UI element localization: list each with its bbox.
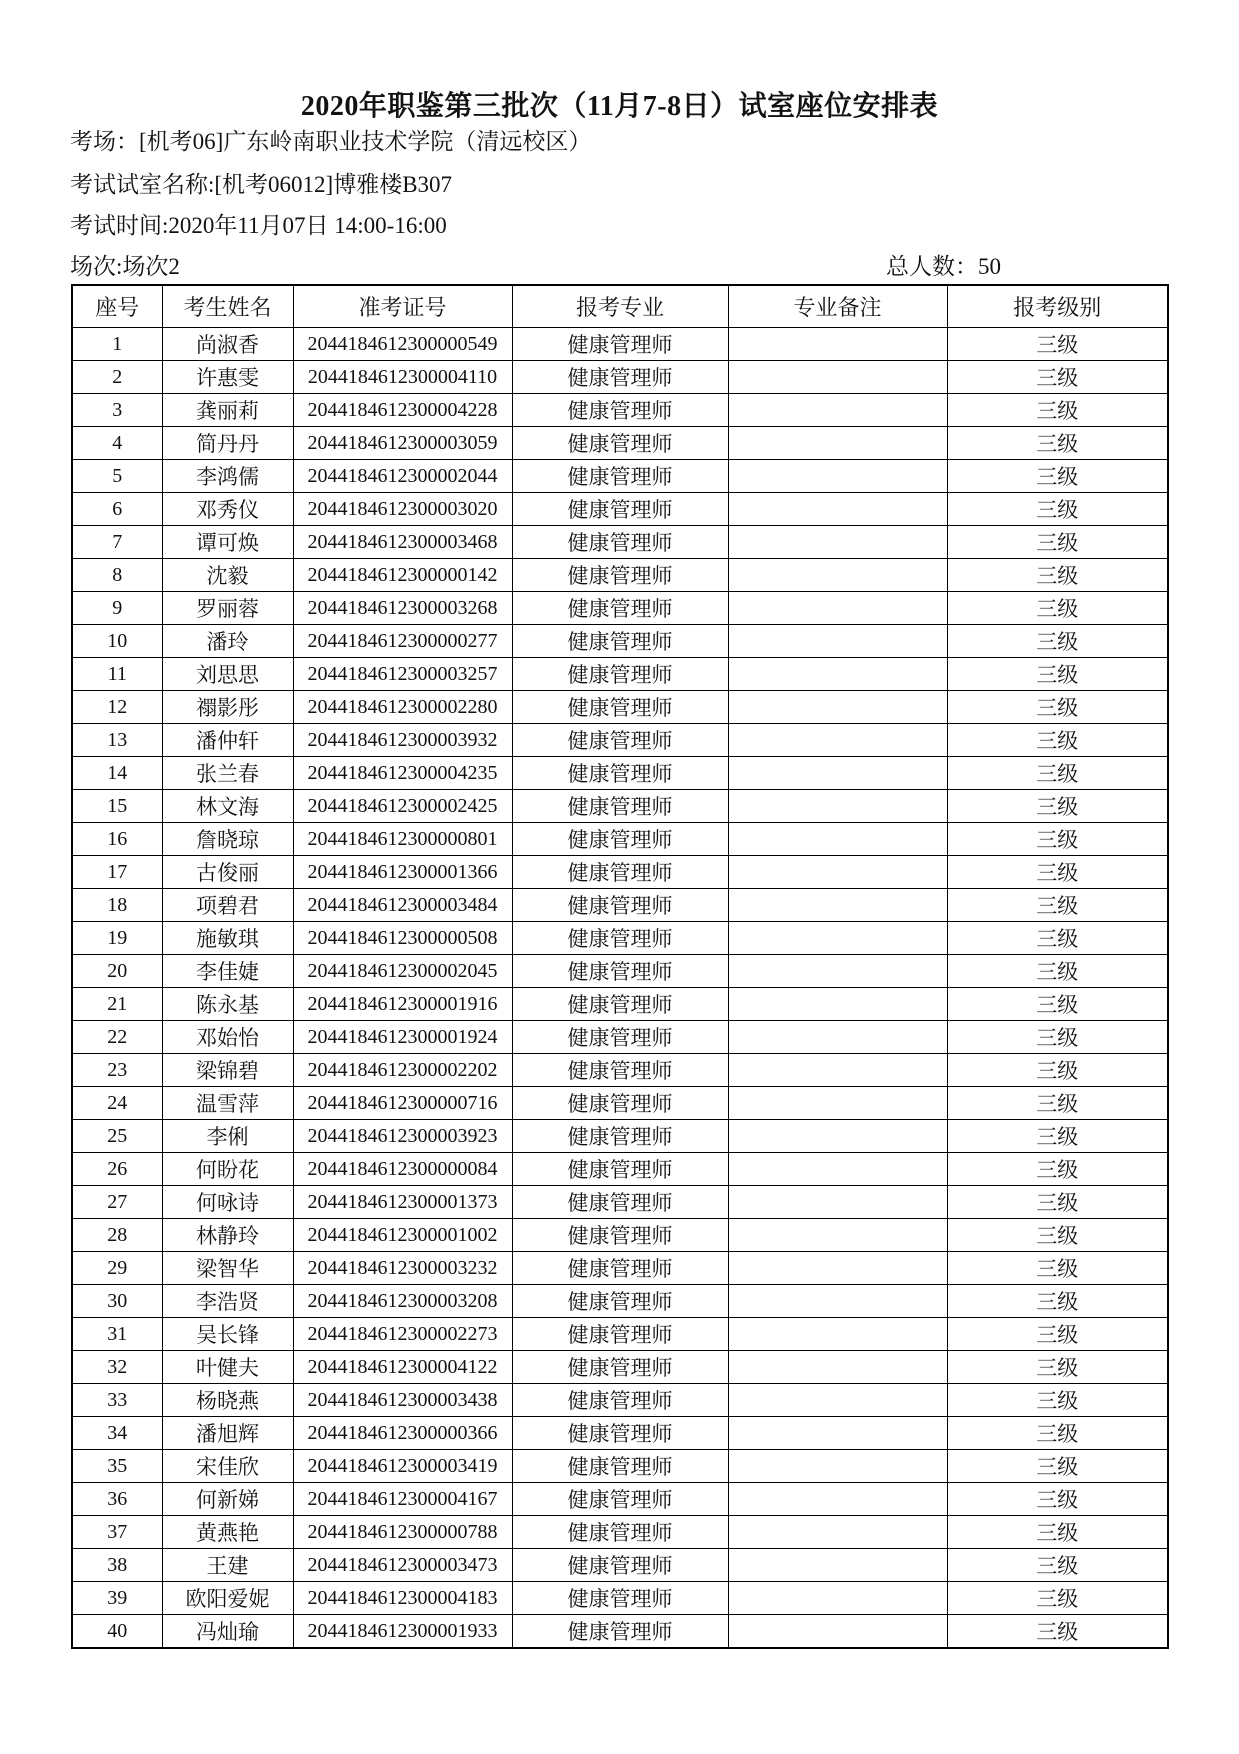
cell-registered-major: 健康管理师 xyxy=(512,988,728,1021)
cell-candidate-name: 李俐 xyxy=(162,1120,293,1153)
table-row xyxy=(72,1549,1168,1582)
cell-registered-level: 三级 xyxy=(947,1186,1168,1219)
cell-admission-ticket-no: 2044184612300000277 xyxy=(293,625,512,658)
cell-seat-no: 29 xyxy=(72,1252,162,1285)
cell-admission-ticket-no: 2044184612300001933 xyxy=(293,1615,512,1649)
cell-registered-major: 健康管理师 xyxy=(512,856,728,889)
table-row xyxy=(72,1054,1168,1087)
cell-registered-level: 三级 xyxy=(947,460,1168,493)
cell-candidate-name: 施敏琪 xyxy=(162,922,293,955)
cell-registered-level: 三级 xyxy=(947,1252,1168,1285)
cell-candidate-name: 谭可焕 xyxy=(162,526,293,559)
table-row xyxy=(72,889,1168,922)
cell-registered-major: 健康管理师 xyxy=(512,955,728,988)
cell-registered-level: 三级 xyxy=(947,1582,1168,1615)
cell-major-note xyxy=(728,493,947,526)
cell-registered-major: 健康管理师 xyxy=(512,1384,728,1417)
cell-candidate-name: 宋佳欣 xyxy=(162,1450,293,1483)
cell-major-note xyxy=(728,625,947,658)
cell-major-note xyxy=(728,1186,947,1219)
cell-seat-no: 6 xyxy=(72,493,162,526)
table-row xyxy=(72,955,1168,988)
cell-registered-major: 健康管理师 xyxy=(512,427,728,460)
cell-registered-level: 三级 xyxy=(947,1153,1168,1186)
table-row xyxy=(72,724,1168,757)
cell-major-note xyxy=(728,1285,947,1318)
cell-seat-no: 2 xyxy=(72,361,162,394)
cell-admission-ticket-no: 2044184612300002045 xyxy=(293,955,512,988)
cell-candidate-name: 项碧君 xyxy=(162,889,293,922)
cell-major-note xyxy=(728,1450,947,1483)
cell-admission-ticket-no: 2044184612300001916 xyxy=(293,988,512,1021)
table-row xyxy=(72,361,1168,394)
cell-registered-level: 三级 xyxy=(947,1615,1168,1649)
cell-seat-no: 34 xyxy=(72,1417,162,1450)
table-row xyxy=(72,1417,1168,1450)
cell-registered-major: 健康管理师 xyxy=(512,1219,728,1252)
cell-registered-level: 三级 xyxy=(947,823,1168,856)
cell-admission-ticket-no: 2044184612300003020 xyxy=(293,493,512,526)
cell-registered-level: 三级 xyxy=(947,1417,1168,1450)
cell-candidate-name: 古俊丽 xyxy=(162,856,293,889)
cell-major-note xyxy=(728,1252,947,1285)
cell-seat-no: 33 xyxy=(72,1384,162,1417)
cell-seat-no: 9 xyxy=(72,592,162,625)
cell-admission-ticket-no: 2044184612300003484 xyxy=(293,889,512,922)
cell-admission-ticket-no: 2044184612300000366 xyxy=(293,1417,512,1450)
cell-seat-no: 30 xyxy=(72,1285,162,1318)
cell-seat-no: 39 xyxy=(72,1582,162,1615)
cell-major-note xyxy=(728,691,947,724)
table-row xyxy=(72,1318,1168,1351)
cell-candidate-name: 李鸿儒 xyxy=(162,460,293,493)
cell-registered-major: 健康管理师 xyxy=(512,1120,728,1153)
cell-registered-level: 三级 xyxy=(947,889,1168,922)
table-row xyxy=(72,1285,1168,1318)
cell-registered-level: 三级 xyxy=(947,1021,1168,1054)
cell-seat-no: 36 xyxy=(72,1483,162,1516)
cell-seat-no: 26 xyxy=(72,1153,162,1186)
cell-registered-major: 健康管理师 xyxy=(512,1318,728,1351)
cell-admission-ticket-no: 2044184612300004110 xyxy=(293,361,512,394)
cell-seat-no: 14 xyxy=(72,757,162,790)
cell-major-note xyxy=(728,1054,947,1087)
table-row xyxy=(72,988,1168,1021)
cell-major-note xyxy=(728,856,947,889)
cell-major-note xyxy=(728,823,947,856)
cell-major-note xyxy=(728,394,947,427)
table-row xyxy=(72,460,1168,493)
cell-seat-no: 5 xyxy=(72,460,162,493)
cell-major-note xyxy=(728,526,947,559)
cell-major-note xyxy=(728,328,947,361)
cell-candidate-name: 简丹丹 xyxy=(162,427,293,460)
cell-admission-ticket-no: 2044184612300000801 xyxy=(293,823,512,856)
cell-major-note xyxy=(728,592,947,625)
cell-seat-no: 4 xyxy=(72,427,162,460)
cell-major-note xyxy=(728,1384,947,1417)
cell-admission-ticket-no: 2044184612300003932 xyxy=(293,724,512,757)
cell-admission-ticket-no: 2044184612300002280 xyxy=(293,691,512,724)
cell-candidate-name: 黄燕艳 xyxy=(162,1516,293,1549)
cell-major-note xyxy=(728,889,947,922)
cell-candidate-name: 梁智华 xyxy=(162,1252,293,1285)
cell-registered-major: 健康管理师 xyxy=(512,394,728,427)
cell-admission-ticket-no: 2044184612300001002 xyxy=(293,1219,512,1252)
cell-seat-no: 27 xyxy=(72,1186,162,1219)
cell-registered-major: 健康管理师 xyxy=(512,460,728,493)
table-row xyxy=(72,1384,1168,1417)
cell-candidate-name: 何咏诗 xyxy=(162,1186,293,1219)
cell-registered-level: 三级 xyxy=(947,1516,1168,1549)
cell-candidate-name: 梁锦碧 xyxy=(162,1054,293,1087)
cell-candidate-name: 林静玲 xyxy=(162,1219,293,1252)
cell-admission-ticket-no: 2044184612300000508 xyxy=(293,922,512,955)
cell-candidate-name: 何盼花 xyxy=(162,1153,293,1186)
cell-registered-level: 三级 xyxy=(947,922,1168,955)
cell-registered-level: 三级 xyxy=(947,988,1168,1021)
cell-seat-no: 32 xyxy=(72,1351,162,1384)
cell-major-note xyxy=(728,658,947,691)
cell-candidate-name: 李佳婕 xyxy=(162,955,293,988)
cell-candidate-name: 陈永基 xyxy=(162,988,293,1021)
header-candidate-name: 考生姓名 xyxy=(162,285,293,328)
cell-registered-major: 健康管理师 xyxy=(512,559,728,592)
cell-candidate-name: 张兰春 xyxy=(162,757,293,790)
cell-admission-ticket-no: 2044184612300002044 xyxy=(293,460,512,493)
cell-major-note xyxy=(728,955,947,988)
cell-admission-ticket-no: 2044184612300003257 xyxy=(293,658,512,691)
cell-major-note xyxy=(728,1351,947,1384)
cell-seat-no: 13 xyxy=(72,724,162,757)
cell-registered-level: 三级 xyxy=(947,658,1168,691)
cell-registered-major: 健康管理师 xyxy=(512,493,728,526)
cell-admission-ticket-no: 2044184612300002425 xyxy=(293,790,512,823)
cell-major-note xyxy=(728,1219,947,1252)
cell-major-note xyxy=(728,1417,947,1450)
cell-registered-major: 健康管理师 xyxy=(512,823,728,856)
table-row xyxy=(72,427,1168,460)
cell-registered-level: 三级 xyxy=(947,394,1168,427)
table-body xyxy=(72,328,1168,1649)
cell-admission-ticket-no: 2044184612300001373 xyxy=(293,1186,512,1219)
cell-candidate-name: 潘玲 xyxy=(162,625,293,658)
cell-major-note xyxy=(728,427,947,460)
cell-admission-ticket-no: 2044184612300002273 xyxy=(293,1318,512,1351)
cell-admission-ticket-no: 2044184612300003232 xyxy=(293,1252,512,1285)
cell-seat-no: 25 xyxy=(72,1120,162,1153)
table-row xyxy=(72,922,1168,955)
cell-admission-ticket-no: 2044184612300000549 xyxy=(293,328,512,361)
cell-registered-major: 健康管理师 xyxy=(512,361,728,394)
cell-admission-ticket-no: 2044184612300000788 xyxy=(293,1516,512,1549)
cell-seat-no: 15 xyxy=(72,790,162,823)
cell-admission-ticket-no: 2044184612300004228 xyxy=(293,394,512,427)
cell-admission-ticket-no: 2044184612300000142 xyxy=(293,559,512,592)
table-row xyxy=(72,1516,1168,1549)
cell-registered-level: 三级 xyxy=(947,955,1168,988)
cell-major-note xyxy=(728,1120,947,1153)
cell-registered-major: 健康管理师 xyxy=(512,1450,728,1483)
cell-registered-major: 健康管理师 xyxy=(512,658,728,691)
cell-registered-major: 健康管理师 xyxy=(512,790,728,823)
table-row xyxy=(72,823,1168,856)
cell-candidate-name: 冯灿瑜 xyxy=(162,1615,293,1649)
table-row xyxy=(72,1615,1168,1649)
table-row xyxy=(72,592,1168,625)
table-row xyxy=(72,1186,1168,1219)
cell-major-note xyxy=(728,1615,947,1649)
table-row xyxy=(72,526,1168,559)
seating-table xyxy=(71,284,1169,1649)
cell-seat-no: 35 xyxy=(72,1450,162,1483)
cell-registered-major: 健康管理师 xyxy=(512,592,728,625)
cell-major-note xyxy=(728,724,947,757)
cell-candidate-name: 叶健夫 xyxy=(162,1351,293,1384)
cell-registered-level: 三级 xyxy=(947,1483,1168,1516)
cell-seat-no: 23 xyxy=(72,1054,162,1087)
cell-registered-level: 三级 xyxy=(947,724,1168,757)
cell-admission-ticket-no: 2044184612300003059 xyxy=(293,427,512,460)
cell-major-note xyxy=(728,1153,947,1186)
cell-admission-ticket-no: 2044184612300003468 xyxy=(293,526,512,559)
cell-registered-major: 健康管理师 xyxy=(512,691,728,724)
table-row xyxy=(72,559,1168,592)
cell-candidate-name: 沈毅 xyxy=(162,559,293,592)
cell-registered-major: 健康管理师 xyxy=(512,757,728,790)
table-row xyxy=(72,757,1168,790)
cell-seat-no: 40 xyxy=(72,1615,162,1649)
table-row xyxy=(72,1450,1168,1483)
cell-seat-no: 1 xyxy=(72,328,162,361)
cell-candidate-name: 李浩贤 xyxy=(162,1285,293,1318)
cell-registered-major: 健康管理师 xyxy=(512,1285,728,1318)
cell-registered-major: 健康管理师 xyxy=(512,922,728,955)
cell-admission-ticket-no: 2044184612300003268 xyxy=(293,592,512,625)
cell-major-note xyxy=(728,361,947,394)
cell-candidate-name: 刘思思 xyxy=(162,658,293,691)
table-row xyxy=(72,691,1168,724)
cell-registered-major: 健康管理师 xyxy=(512,328,728,361)
cell-candidate-name: 许惠雯 xyxy=(162,361,293,394)
cell-admission-ticket-no: 2044184612300004167 xyxy=(293,1483,512,1516)
cell-registered-level: 三级 xyxy=(947,427,1168,460)
cell-admission-ticket-no: 2044184612300002202 xyxy=(293,1054,512,1087)
cell-candidate-name: 潘仲轩 xyxy=(162,724,293,757)
cell-seat-no: 28 xyxy=(72,1219,162,1252)
cell-major-note xyxy=(728,922,947,955)
cell-major-note xyxy=(728,559,947,592)
header-seat-no: 座号 xyxy=(72,285,162,328)
cell-registered-level: 三级 xyxy=(947,1318,1168,1351)
cell-seat-no: 18 xyxy=(72,889,162,922)
cell-seat-no: 20 xyxy=(72,955,162,988)
table-header-row xyxy=(72,285,1168,328)
table-row xyxy=(72,658,1168,691)
cell-admission-ticket-no: 2044184612300004183 xyxy=(293,1582,512,1615)
cell-registered-major: 健康管理师 xyxy=(512,1516,728,1549)
total-count-label: 总人数：50 xyxy=(886,254,1001,279)
cell-seat-no: 31 xyxy=(72,1318,162,1351)
cell-major-note xyxy=(728,757,947,790)
cell-seat-no: 8 xyxy=(72,559,162,592)
cell-registered-major: 健康管理师 xyxy=(512,1054,728,1087)
cell-registered-major: 健康管理师 xyxy=(512,724,728,757)
cell-admission-ticket-no: 2044184612300001924 xyxy=(293,1021,512,1054)
cell-major-note xyxy=(728,1483,947,1516)
cell-seat-no: 16 xyxy=(72,823,162,856)
cell-admission-ticket-no: 2044184612300003208 xyxy=(293,1285,512,1318)
cell-registered-major: 健康管理师 xyxy=(512,1153,728,1186)
cell-major-note xyxy=(728,1021,947,1054)
cell-major-note xyxy=(728,460,947,493)
table-row xyxy=(72,1351,1168,1384)
table-row xyxy=(72,790,1168,823)
cell-seat-no: 3 xyxy=(72,394,162,427)
cell-seat-no: 12 xyxy=(72,691,162,724)
cell-registered-major: 健康管理师 xyxy=(512,1252,728,1285)
cell-candidate-name: 詹晓琼 xyxy=(162,823,293,856)
cell-registered-level: 三级 xyxy=(947,1351,1168,1384)
cell-registered-major: 健康管理师 xyxy=(512,1582,728,1615)
table-row xyxy=(72,625,1168,658)
cell-major-note xyxy=(728,1318,947,1351)
cell-admission-ticket-no: 2044184612300004235 xyxy=(293,757,512,790)
table-row xyxy=(72,1087,1168,1120)
cell-registered-level: 三级 xyxy=(947,790,1168,823)
cell-seat-no: 10 xyxy=(72,625,162,658)
cell-candidate-name: 林文海 xyxy=(162,790,293,823)
table-row xyxy=(72,493,1168,526)
cell-seat-no: 22 xyxy=(72,1021,162,1054)
cell-candidate-name: 罗丽蓉 xyxy=(162,592,293,625)
cell-registered-major: 健康管理师 xyxy=(512,1483,728,1516)
cell-major-note xyxy=(728,1549,947,1582)
cell-seat-no: 19 xyxy=(72,922,162,955)
cell-registered-level: 三级 xyxy=(947,592,1168,625)
table-row xyxy=(72,1153,1168,1186)
cell-admission-ticket-no: 2044184612300003438 xyxy=(293,1384,512,1417)
cell-registered-level: 三级 xyxy=(947,856,1168,889)
table-row xyxy=(72,1120,1168,1153)
cell-major-note xyxy=(728,790,947,823)
cell-candidate-name: 王建 xyxy=(162,1549,293,1582)
cell-registered-major: 健康管理师 xyxy=(512,1021,728,1054)
header-registered-major: 报考专业 xyxy=(512,285,728,328)
table-row xyxy=(72,1582,1168,1615)
cell-candidate-name: 温雪萍 xyxy=(162,1087,293,1120)
cell-registered-major: 健康管理师 xyxy=(512,1186,728,1219)
cell-candidate-name: 杨晓燕 xyxy=(162,1384,293,1417)
cell-registered-major: 健康管理师 xyxy=(512,1549,728,1582)
cell-registered-level: 三级 xyxy=(947,493,1168,526)
cell-seat-no: 37 xyxy=(72,1516,162,1549)
cell-admission-ticket-no: 2044184612300003419 xyxy=(293,1450,512,1483)
cell-registered-level: 三级 xyxy=(947,1054,1168,1087)
exam-room-line: 考试试室名称:[机考06012]博雅楼B307 xyxy=(70,172,453,197)
cell-candidate-name: 潘旭辉 xyxy=(162,1417,293,1450)
cell-seat-no: 24 xyxy=(72,1087,162,1120)
cell-registered-level: 三级 xyxy=(947,361,1168,394)
cell-registered-level: 三级 xyxy=(947,757,1168,790)
exam-site-line: 考场：[机考06]广东岭南职业技术学院（清远校区） xyxy=(70,129,592,154)
cell-registered-level: 三级 xyxy=(947,526,1168,559)
cell-registered-level: 三级 xyxy=(947,1087,1168,1120)
cell-candidate-name: 吴长锋 xyxy=(162,1318,293,1351)
table-row xyxy=(72,394,1168,427)
cell-registered-level: 三级 xyxy=(947,1120,1168,1153)
cell-registered-level: 三级 xyxy=(947,1549,1168,1582)
cell-registered-major: 健康管理师 xyxy=(512,1417,728,1450)
table-row xyxy=(72,328,1168,361)
cell-registered-level: 三级 xyxy=(947,625,1168,658)
cell-seat-no: 7 xyxy=(72,526,162,559)
cell-registered-major: 健康管理师 xyxy=(512,625,728,658)
cell-registered-major: 健康管理师 xyxy=(512,1087,728,1120)
cell-registered-level: 三级 xyxy=(947,1219,1168,1252)
cell-seat-no: 17 xyxy=(72,856,162,889)
exam-time-line: 考试时间:2020年11月07日 14:00-16:00 xyxy=(70,213,447,238)
cell-admission-ticket-no: 2044184612300000716 xyxy=(293,1087,512,1120)
cell-candidate-name: 邓秀仪 xyxy=(162,493,293,526)
cell-registered-level: 三级 xyxy=(947,328,1168,361)
session-row xyxy=(70,253,1167,281)
header-admission-ticket-no: 准考证号 xyxy=(293,285,512,328)
table-row xyxy=(72,1252,1168,1285)
cell-major-note xyxy=(728,1582,947,1615)
cell-seat-no: 38 xyxy=(72,1549,162,1582)
session-label: 场次:场次2 xyxy=(70,254,180,279)
cell-candidate-name: 尚淑香 xyxy=(162,328,293,361)
cell-admission-ticket-no: 2044184612300000084 xyxy=(293,1153,512,1186)
cell-candidate-name: 龚丽莉 xyxy=(162,394,293,427)
cell-registered-level: 三级 xyxy=(947,691,1168,724)
header-major-note: 专业备注 xyxy=(728,285,947,328)
cell-registered-major: 健康管理师 xyxy=(512,1351,728,1384)
cell-registered-level: 三级 xyxy=(947,1285,1168,1318)
cell-major-note xyxy=(728,1087,947,1120)
cell-registered-major: 健康管理师 xyxy=(512,526,728,559)
page-title: 2020年职鉴第三批次（11月7-8日）试室座位安排表 xyxy=(300,91,939,122)
cell-registered-major: 健康管理师 xyxy=(512,1615,728,1649)
cell-admission-ticket-no: 2044184612300003923 xyxy=(293,1120,512,1153)
cell-admission-ticket-no: 2044184612300004122 xyxy=(293,1351,512,1384)
cell-admission-ticket-no: 2044184612300003473 xyxy=(293,1549,512,1582)
cell-major-note xyxy=(728,1516,947,1549)
cell-major-note xyxy=(728,988,947,1021)
cell-admission-ticket-no: 2044184612300001366 xyxy=(293,856,512,889)
cell-candidate-name: 何新娣 xyxy=(162,1483,293,1516)
table-row xyxy=(72,856,1168,889)
header-registered-level: 报考级别 xyxy=(947,285,1168,328)
cell-seat-no: 11 xyxy=(72,658,162,691)
table-row xyxy=(72,1483,1168,1516)
table-row xyxy=(72,1219,1168,1252)
cell-candidate-name: 禤影彤 xyxy=(162,691,293,724)
cell-registered-level: 三级 xyxy=(947,559,1168,592)
table-row xyxy=(72,1021,1168,1054)
cell-candidate-name: 欧阳爱妮 xyxy=(162,1582,293,1615)
cell-registered-major: 健康管理师 xyxy=(512,889,728,922)
cell-registered-level: 三级 xyxy=(947,1384,1168,1417)
cell-seat-no: 21 xyxy=(72,988,162,1021)
cell-registered-level: 三级 xyxy=(947,1450,1168,1483)
cell-candidate-name: 邓始怡 xyxy=(162,1021,293,1054)
